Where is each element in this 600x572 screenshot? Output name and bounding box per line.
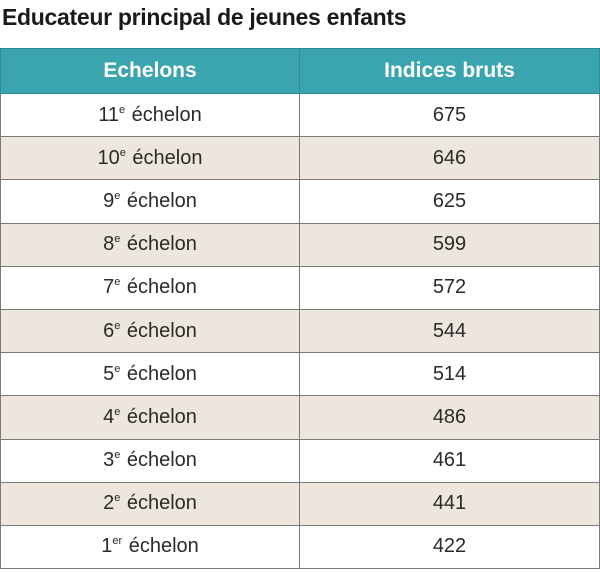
echelon-ordinal-suffix: e <box>114 405 121 418</box>
echelon-ordinal-suffix: er <box>112 535 123 548</box>
echelon-number: 1 <box>101 535 113 558</box>
echelon-cell <box>1 439 300 482</box>
echelon-number: 2 <box>103 492 115 515</box>
echelon-cell <box>1 137 300 180</box>
table-row <box>1 94 600 137</box>
indice-brut-cell: 572 <box>300 266 600 309</box>
echelon-number: 4 <box>103 405 115 428</box>
echelon-ordinal-suffix: e <box>114 362 121 375</box>
echelon-label: échelon <box>121 449 197 472</box>
echelon-label: échelon <box>126 103 202 126</box>
echelons-table <box>0 48 600 569</box>
echelon-ordinal-suffix: e <box>119 103 126 116</box>
echelon-label: échelon <box>121 189 197 212</box>
echelon-cell <box>1 482 300 525</box>
echelon-label: échelon <box>123 535 199 558</box>
column-header-indices-bruts: Indices bruts <box>300 49 600 94</box>
table-row <box>1 439 600 482</box>
echelon-number: 7 <box>103 276 115 299</box>
table-row <box>1 266 600 309</box>
echelon-cell <box>1 525 300 568</box>
echelon-cell <box>1 223 300 266</box>
table-row <box>1 353 600 396</box>
echelon-label: échelon <box>126 146 203 169</box>
indice-brut-cell: 422 <box>300 525 600 568</box>
table-row <box>1 482 600 525</box>
echelon-label: échelon <box>121 233 197 256</box>
indice-brut-cell: 646 <box>300 137 600 180</box>
indice-brut-cell: 599 <box>300 223 600 266</box>
echelon-ordinal-suffix: e <box>114 233 121 246</box>
echelon-label: échelon <box>121 492 197 515</box>
indice-brut-cell: 441 <box>300 482 600 525</box>
echelon-ordinal-suffix: e <box>119 146 126 159</box>
table-row <box>1 309 600 352</box>
echelon-number: 6 <box>103 319 115 342</box>
echelon-label: échelon <box>121 276 197 299</box>
echelon-cell <box>1 353 300 396</box>
echelon-label: échelon <box>121 405 197 428</box>
table-header-row <box>1 49 600 94</box>
table-row <box>1 396 600 439</box>
echelon-number: 5 <box>103 362 115 385</box>
indice-brut-cell: 486 <box>300 396 600 439</box>
table-row <box>1 525 600 568</box>
indice-brut-cell: 675 <box>300 94 600 137</box>
table-row <box>1 137 600 180</box>
echelon-number: 3 <box>103 449 115 472</box>
column-header-echelons: Echelons <box>1 49 300 94</box>
echelon-number: 8 <box>103 233 115 256</box>
echelon-label: échelon <box>121 319 197 342</box>
echelon-ordinal-suffix: e <box>114 492 121 505</box>
page-title: Educateur principal de jeunes enfants <box>2 4 407 30</box>
table-row <box>1 180 600 223</box>
echelon-number: 9 <box>103 189 115 212</box>
echelon-ordinal-suffix: e <box>114 276 121 289</box>
indice-brut-cell: 461 <box>300 439 600 482</box>
indice-brut-cell: 514 <box>300 353 600 396</box>
indice-brut-cell: 544 <box>300 309 600 352</box>
echelon-ordinal-suffix: e <box>114 449 121 462</box>
echelon-cell <box>1 396 300 439</box>
echelon-ordinal-suffix: e <box>114 319 121 332</box>
echelon-label: échelon <box>121 362 197 385</box>
echelon-cell <box>1 266 300 309</box>
echelon-cell <box>1 309 300 352</box>
echelon-cell <box>1 180 300 223</box>
indice-brut-cell: 625 <box>300 180 600 223</box>
echelon-number: 11 <box>98 103 119 126</box>
table-row <box>1 223 600 266</box>
echelon-cell <box>1 94 300 137</box>
echelon-ordinal-suffix: e <box>114 189 121 202</box>
echelon-number: 10 <box>97 146 120 169</box>
